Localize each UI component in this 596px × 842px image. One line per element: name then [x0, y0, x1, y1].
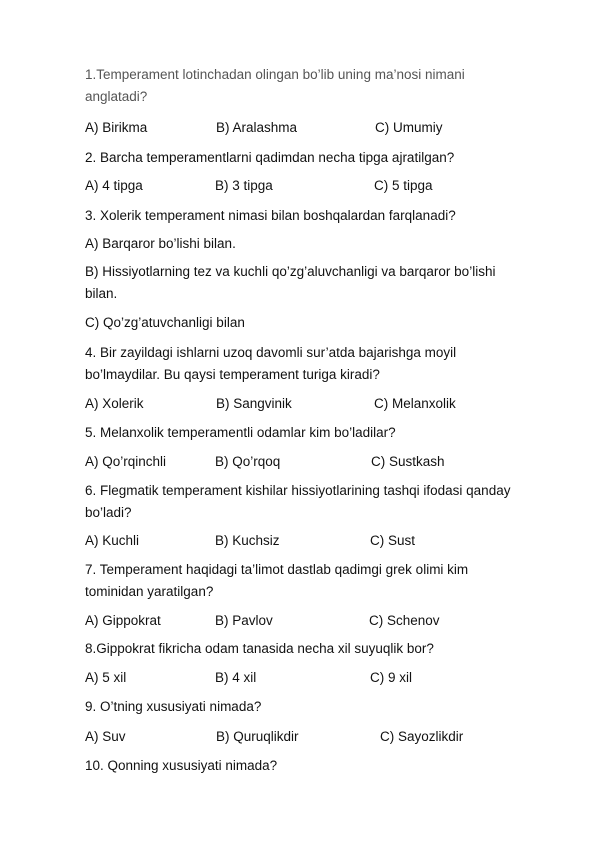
question-6-option-a: A) Kuchli: [85, 533, 140, 548]
question-8-option-b: B) 4 xil: [215, 670, 257, 685]
question-1-option-c: C) Umumiy: [375, 120, 443, 135]
question-1-option-b: B) Aralashma: [216, 120, 298, 135]
question-3-line-1: 3. Xolerik temperament nimasi bilan boshqalardan farqlanadi?: [85, 208, 456, 223]
question-2-option-a: A) 4 tipga: [85, 178, 143, 193]
question-3-option-b-line-1: B) Hissiyotlarning tez va kuchli qo’zg’aluvchanligi va barqaror bo’lishi: [85, 264, 496, 279]
question-7-option-c: C) Schenov: [369, 613, 440, 628]
question-6-option-b: B) Kuchsiz: [215, 533, 280, 548]
question-5-line-1: 5. Melanxolik temperamentli odamlar kim bo’ladilar?: [85, 425, 396, 440]
question-7-line-2: tominidan yaratilgan?: [85, 584, 214, 599]
question-2-option-c: C) 5 tipga: [374, 178, 433, 193]
question-3-option-b-line-2: bilan.: [85, 286, 118, 301]
question-5-option-a: A) Qo’rqinchli: [85, 454, 167, 469]
question-4-line-2: bo’lmaydilar. Bu qaysi temperament turiga kiradi?: [85, 367, 380, 382]
question-4-option-c: C) Melanxolik: [374, 396, 456, 411]
question-5-option-b: B) Qo’rqoq: [215, 454, 281, 469]
question-8-option-c: C) 9 xil: [370, 670, 413, 685]
question-4-line-1: 4. Bir zayildagi ishlarni uzoq davomli sur’atda bajarishga moyil: [85, 345, 457, 360]
question-10-line-1: 10. Qonning xususiyati nimada?: [85, 758, 278, 773]
question-7-option-b: B) Pavlov: [215, 613, 273, 628]
question-9-line-1: 9. O’tning xususiyati nimada?: [85, 699, 262, 714]
question-6-line-2: bo’ladi?: [85, 505, 132, 520]
question-2-option-b: B) 3 tipga: [215, 178, 273, 193]
question-3-option-c: C) Qo’zg’atuvchanligi bilan: [85, 315, 245, 330]
question-7-line-1: 7. Temperament haqidagi ta’limot dastlab qadimgi grek olimi kim: [85, 562, 469, 577]
question-3-option-a: A) Barqaror bo’lishi bilan.: [85, 236, 236, 251]
question-6-option-c: C) Sust: [370, 533, 416, 548]
question-9-option-a: A) Suv: [85, 729, 126, 744]
question-9-option-b: B) Quruqlikdir: [216, 729, 299, 744]
question-8-option-a: A) 5 xil: [85, 670, 127, 685]
question-9-option-c: C) Sayozlikdir: [380, 729, 464, 744]
question-2-line-1: 2. Barcha temperamentlarni qadimdan necha tipga ajratilgan?: [85, 150, 455, 165]
question-1-line-1: 1.Temperament lotinchadan olingan bo’lib uning ma’nosi nimani: [85, 67, 465, 82]
question-1-line-2: anglatadi?: [85, 89, 148, 104]
question-4-option-b: B) Sangvinik: [216, 396, 292, 411]
question-6-line-1: 6. Flegmatik temperament kishilar hissiyotlarining tashqi ifodasi qanday: [85, 483, 511, 498]
question-5-option-c: C) Sustkash: [371, 454, 445, 469]
question-1-option-a: A) Birikma: [85, 120, 148, 135]
question-7-option-a: A) Gippokrat: [85, 613, 161, 628]
question-8-line-1: 8.Gippokrat fikricha odam tanasida necha xil suyuqlik bor?: [85, 641, 434, 656]
question-4-option-a: A) Xolerik: [85, 396, 144, 411]
